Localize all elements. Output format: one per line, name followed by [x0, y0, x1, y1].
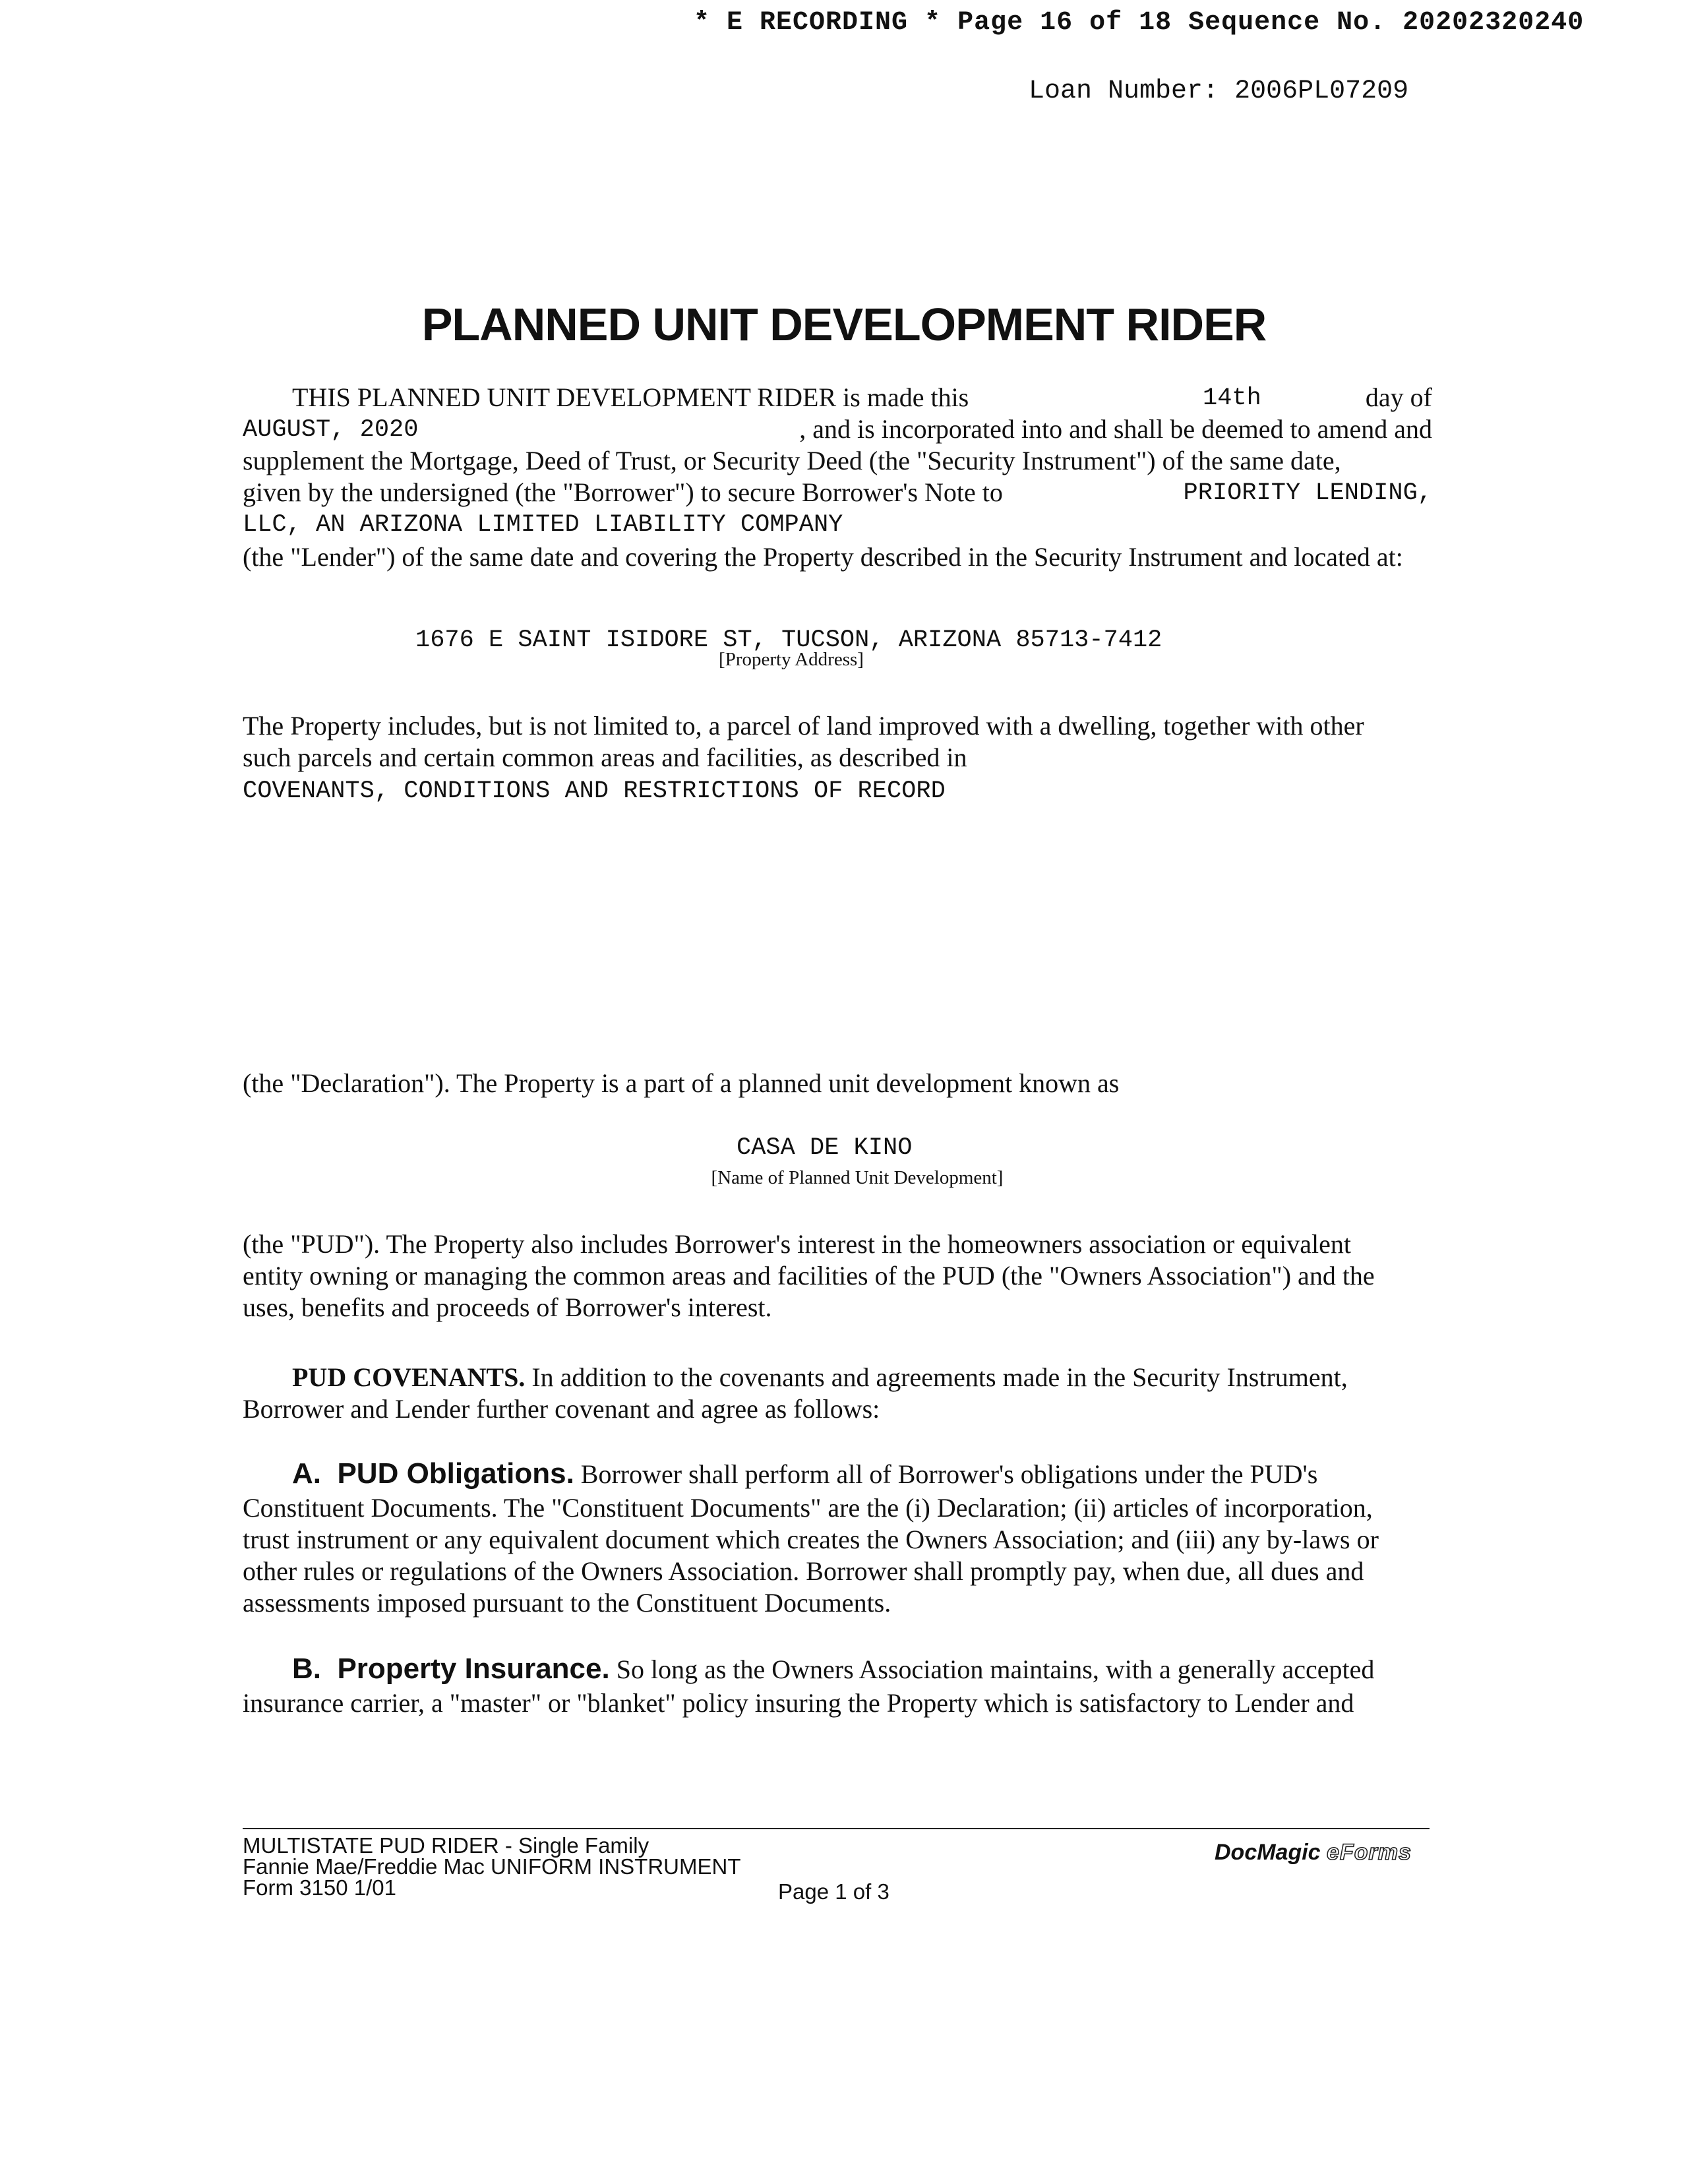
- lender-name-field-1: PRIORITY LENDING,: [1183, 479, 1432, 507]
- intro-line-6: (the "Lender") of the same date and covering the Property described in the Security Instrument and located at:: [243, 542, 1403, 572]
- footer-rule: [243, 1828, 1430, 1829]
- section-a: [243, 1457, 1432, 1629]
- section-b: [243, 1653, 1432, 1725]
- footer-form-number: Form 3150 1/01: [243, 1875, 396, 1900]
- intro-line-4-text: given by the undersigned (the "Borrower") to secure Borrower's Note to: [243, 477, 1003, 507]
- section-a-line-2: Constituent Documents. The "Constituent Documents" are the (i) Declaration; (ii) articles of incorporation,: [243, 1493, 1373, 1523]
- intro-line-3: supplement the Mortgage, Deed of Trust, or Security Deed (the "Security Instrument") of the same date,: [243, 446, 1341, 475]
- covenants-line-1: [292, 1361, 1348, 1393]
- property-description: [243, 710, 1432, 808]
- loan-number-label: Loan Number:: [1029, 76, 1219, 106]
- footer-instrument: Fannie Mae/Freddie Mac UNIFORM INSTRUMENT: [243, 1854, 741, 1879]
- covenants-line-1-text: In addition to the covenants and agreements made in the Security Instrument,: [531, 1362, 1348, 1392]
- section-a-line-1: [292, 1457, 1317, 1490]
- section-b-line-1: [292, 1653, 1374, 1685]
- section-b-line-2: insurance carrier, a "master" or "blanket" policy insuring the Property which is satisfactory to Lender and: [243, 1688, 1354, 1718]
- declaration-line: (the "Declaration"). The Property is a part of a planned unit development known as: [243, 1068, 1120, 1098]
- section-b-heading: B. Property Insurance.: [292, 1653, 610, 1685]
- intro-line-1-text: THIS PLANNED UNIT DEVELOPMENT RIDER is made this: [292, 382, 969, 412]
- loan-number-value: 2006PL07209: [1234, 76, 1409, 106]
- intro-line-2-text: , and is incorporated into and shall be deemed to amend and: [799, 414, 1432, 444]
- pud-name-caption: [Name of Planned Unit Development]: [711, 1167, 1004, 1188]
- footer-form-name: MULTISTATE PUD RIDER - Single Family: [243, 1833, 649, 1858]
- property-address-caption: [Property Address]: [719, 649, 864, 670]
- month-year-field: AUGUST, 2020: [243, 416, 419, 444]
- section-b-line-1-text: So long as the Owners Association maintains, with a generally accepted: [616, 1654, 1375, 1684]
- covenants-heading: PUD COVENANTS.: [292, 1362, 526, 1392]
- property-address: 1676 E SAINT ISIDORE ST, TUCSON, ARIZONA 85713-7412: [415, 626, 1162, 654]
- loan-number-line: [1029, 76, 1408, 106]
- section-a-line-3: trust instrument or any equivalent document which creates the Owners Association; and (iii) any by-laws or: [243, 1525, 1379, 1554]
- intro-line-4: [243, 476, 1432, 508]
- day-field: 14th: [1203, 384, 1261, 412]
- eforms-brand: eForms: [1327, 1840, 1412, 1865]
- pud-line-3: uses, benefits and proceeds of Borrower's interest.: [243, 1292, 772, 1322]
- recording-header: * E RECORDING * Page 16 of 18 Sequence No. 20202320240: [694, 8, 1584, 38]
- docmagic-brand: DocMagic: [1215, 1840, 1321, 1865]
- covenants-line-2: Borrower and Lender further covenant and agree as follows:: [243, 1394, 880, 1424]
- document-title: PLANNED UNIT DEVELOPMENT RIDER: [421, 299, 1267, 350]
- declaration-reference: COVENANTS, CONDITIONS AND RESTRICTIONS OF RECORD: [243, 777, 946, 805]
- pud-name: CASA DE KINO: [737, 1134, 913, 1162]
- pud-paragraph: [243, 1228, 1432, 1327]
- docmagic-logo: [1215, 1840, 1412, 1866]
- intro-paragraph: [243, 381, 1432, 579]
- pud-line-1: (the "PUD"). The Property also includes Borrower's interest in the homeowners association or equivalent: [243, 1229, 1351, 1259]
- section-a-line-1-text: Borrower shall perform all of Borrower's obligations under the PUD's: [580, 1459, 1318, 1489]
- section-a-heading: A. PUD Obligations.: [292, 1457, 574, 1490]
- property-desc-line-1: The Property includes, but is not limited to, a parcel of land improved with a dwelling, together with other: [243, 711, 1364, 741]
- lender-name-field-2: LLC, AN ARIZONA LIMITED LIABILITY COMPANY: [243, 511, 843, 539]
- section-a-line-4: other rules or regulations of the Owners Association. Borrower shall promptly pay, when due, all dues and: [243, 1556, 1364, 1586]
- covenants-paragraph: [243, 1361, 1432, 1427]
- property-desc-line-2: such parcels and certain common areas and facilities, as described in: [243, 743, 967, 772]
- section-a-line-5: assessments imposed pursuant to the Constituent Documents.: [243, 1588, 891, 1618]
- footer-page-number: Page 1 of 3: [778, 1879, 889, 1904]
- pud-line-2: entity owning or managing the common areas and facilities of the PUD (the "Owners Association") and the: [243, 1261, 1375, 1290]
- day-of-text: day of: [1365, 382, 1432, 412]
